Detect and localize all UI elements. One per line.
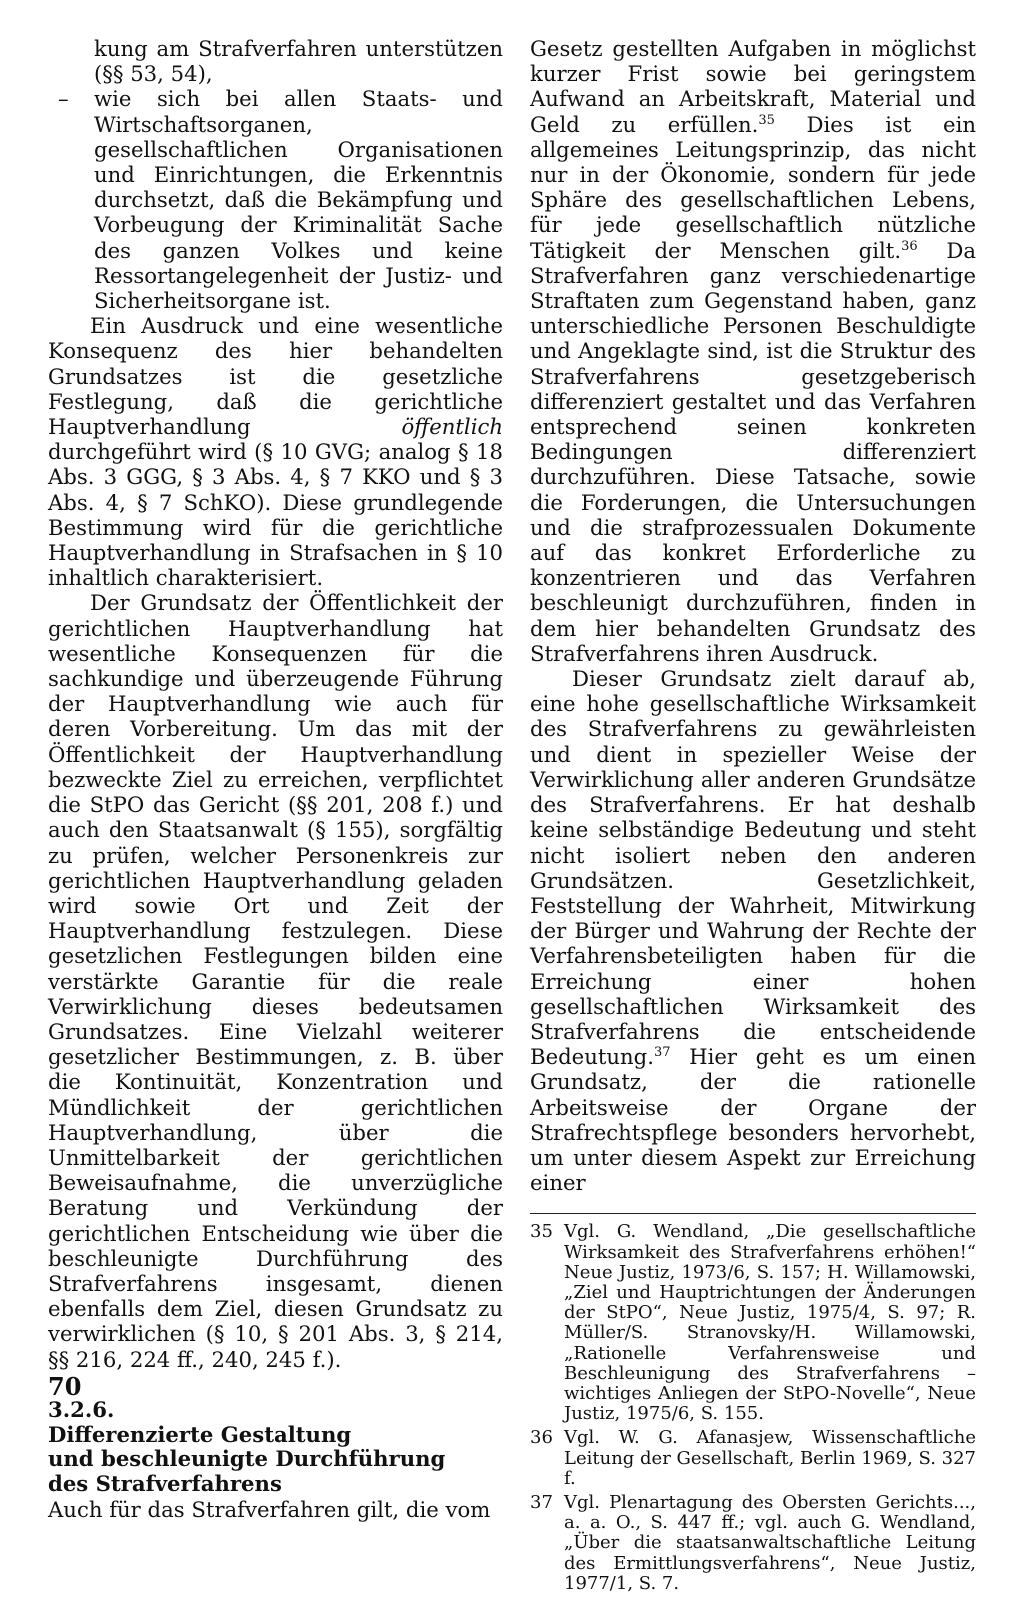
text-run: Dieser Grundsatz zielt darauf ab, eine hohe gesellschaftliche Wirksamkeit des Strafverfahrens zu gewährleisten und dient in spezieller Weise der Verwirklichung aller anderen Grundsätze des Strafverfahrens. Er hat deshalb keine selbständige Bedeutung und steht nicht isoliert neben den anderen Grundsätzen. Gesetzlichkeit, Feststellung der Wahrheit, Mitwirkung der Bürger und Wahrung der Rechte der Verfahrensbeteiligten haben für die Erreichung einer hohen gesellschaftlichen Wirksamkeit des Strafverfahrens die entscheidende Bedeutung.	[530, 666, 976, 1070]
footnote-text: Vgl. Plenartagung des Obersten Gerichts..., a. a. O., S. 447 ff.; vgl. auch G. Wendland, „Über die staatsanwaltschaftliche Leitung des Ermittlungsverfahrens“, Neue Justiz, 1977/1, S. 7.	[564, 1491, 976, 1594]
footnote	[530, 1428, 976, 1489]
body-paragraph	[530, 36, 976, 666]
section-number: 3.2.6.	[48, 1396, 115, 1422]
bullet-dash: –	[58, 86, 69, 112]
text-run: Dies ist ein allgemeines Leitungsprinzip, das nicht nur in der Ökonomie, sondern für jede Sphäre des gesellschaftlichen Lebens, für jede gesellschaftlich nützliche Tätigkeit der Menschen gilt.	[530, 111, 976, 263]
text-run: Da Strafverfahren ganz verschiedenartige Straftaten zum Gegenstand haben, ganz unterschiedliche Personen Beschuldigte und Angeklagte sind, ist die Struktur des Strafverfahrens gesetzgeberisch differenziert gestaltet und das Verfahren entsprechend seinen konkreten Bedingungen differenziert durchzuführen. Diese Tatsache, sowie die Forderungen, die Untersuchungen und die strafprozessualen Dokumente auf das konkret Erforderliche zu konzentrieren und das Verfahren beschleunigt durchzuführen, finden in dem hier behandelten Grundsatz des Strafverfahrens ihren Ausdruck.	[530, 237, 977, 666]
page-number: 70	[48, 1372, 82, 1401]
text-run: Gesetz gestellten Aufgaben in möglichst kurzer Frist sowie bei geringstem Aufwand an Arbeitskraft, Material und Geld zu erfüllen.	[530, 36, 976, 137]
body-paragraph	[48, 313, 503, 590]
footnote-ref-36[interactable]: 36	[901, 238, 918, 254]
text-run: durchgeführt wird (§ 10 GVG; analog § 18 Abs. 3 GGG, § 3 Abs. 4, § 7 KKO und § 3 Abs. 4, § 7 SchKO). Diese grundlegende Bestimmung wird für die gerichtliche Hauptverhandlung in Strafsachen in § 10 inhaltlich charakterisiert.	[48, 439, 503, 591]
text-run: Ein Ausdruck und eine wesentliche Konsequenz des hier behandelten Grundsatzes ist die gesetzliche Festlegung, daß die gerichtliche Hauptverhandlung	[48, 313, 503, 440]
footnote-text: Vgl. G. Wendland, „Die gesellschaftliche Wirksamkeit des Strafverfahrens erhöhen!“ Neue Justiz, 1973/6, S. 157; H. Willamowski, „Ziel und Hauptrichtungen der Änderungen der StPO“, Neue Justiz, 1975/4, S. 97; R. Müller/S. Stranovsky/H. Willamowski, „Rationelle Verfahrensweise und Beschleunigung des Strafverfahrens – wichtiges Anliegen der StPO-Novelle“, Neue Justiz, 1975/6, S. 155.	[564, 1221, 976, 1425]
footnote	[530, 1493, 976, 1594]
section-title-line: und beschleunigte Durchführung	[48, 1446, 446, 1472]
body-paragraph: Auch für das Strafverfahren gilt, die vom	[48, 1496, 491, 1522]
emphasis-text: öffentlich	[401, 414, 503, 440]
footnote-number: 37	[530, 1491, 553, 1513]
body-paragraph	[530, 666, 976, 1195]
footnote	[530, 1222, 976, 1424]
footnote-divider	[530, 1213, 976, 1214]
section-title-line: des Strafverfahrens	[48, 1471, 282, 1497]
bullet-text: wie sich bei allen Staats- und Wirtschaftsorganen, gesellschaftlichen Organisationen und Einrichtungen, die Erkenntnis durchsetzt, daß die Bekämpfung und Vorbeugung der Kriminalität Sache des ganzen Volkes und keine Ressortangelegenheit der Justiz- und Sicherheitsorgane ist.	[94, 86, 503, 314]
left-column	[48, 36, 503, 1522]
right-column	[530, 36, 976, 1598]
footnote-number: 36	[530, 1427, 553, 1449]
section-heading	[48, 1398, 503, 1497]
bullet-item	[48, 86, 503, 313]
footnote-ref-37[interactable]: 37	[653, 1045, 671, 1061]
footnote-number: 35	[530, 1221, 553, 1243]
footnote-text: Vgl. W. G. Afanasjew, Wissenschaftliche Leitung der Gesellschaft, Berlin 1969, S. 327 f.	[564, 1427, 976, 1489]
bullet-continuation: kung am Strafverfahren unterstützen (§§ 53, 54),	[94, 36, 503, 87]
footnote-ref-35[interactable]: 35	[758, 112, 775, 128]
section-title-line: Differenzierte Gestaltung	[48, 1421, 352, 1447]
text-run: Hier geht es um einen Grundsatz, der die rationelle Arbeitsweise der Organe der Strafrechtspflege besonders hervorhebt, um unter diesem Aspekt zur Erreichung einer	[530, 1044, 976, 1196]
body-paragraph: Der Grundsatz der Öffentlichkeit der gerichtlichen Hauptverhandlung hat wesentliche Konsequenzen für die sachkundige und überzeugende Führung der Hauptverhandlung wie auch für deren Vorbereitung. Um das mit der Öffentlichkeit der Hauptverhandlung bezweckte Ziel zu erreichen, verpflichtet die StPO das Gericht (§§ 201, 208 f.) und auch den Staatsanwalt (§ 155), sorgfältig zu prüfen, welcher Personenkreis zur gerichtlichen Hauptverhandlung geladen wird sowie Ort und Zeit der Hauptverhandlung festzulegen. Diese gesetzlichen Festlegungen bilden eine verstärkte Garantie für die reale Verwirklichung dieses bedeutsamen Grundsatzes. Eine Vielzahl weiterer gesetzlicher Bestimmungen, z. B. über die Kontinuität, Konzentration und Mündlichkeit der gerichtlichen Hauptverhandlung, über die Unmittelbarkeit der gerichtlichen Beweisaufnahme, die unverzügliche Beratung und Verkündung der gerichtlichen Entscheidung wie über die beschleunigte Durchführung des Strafverfahrens insgesamt, dienen ebenfalls dem Ziel, diesen Grundsatz zu verwirklichen (§ 10, § 201 Abs. 3, § 214, §§ 216, 224 ff., 240, 245 f.).	[48, 590, 503, 1372]
